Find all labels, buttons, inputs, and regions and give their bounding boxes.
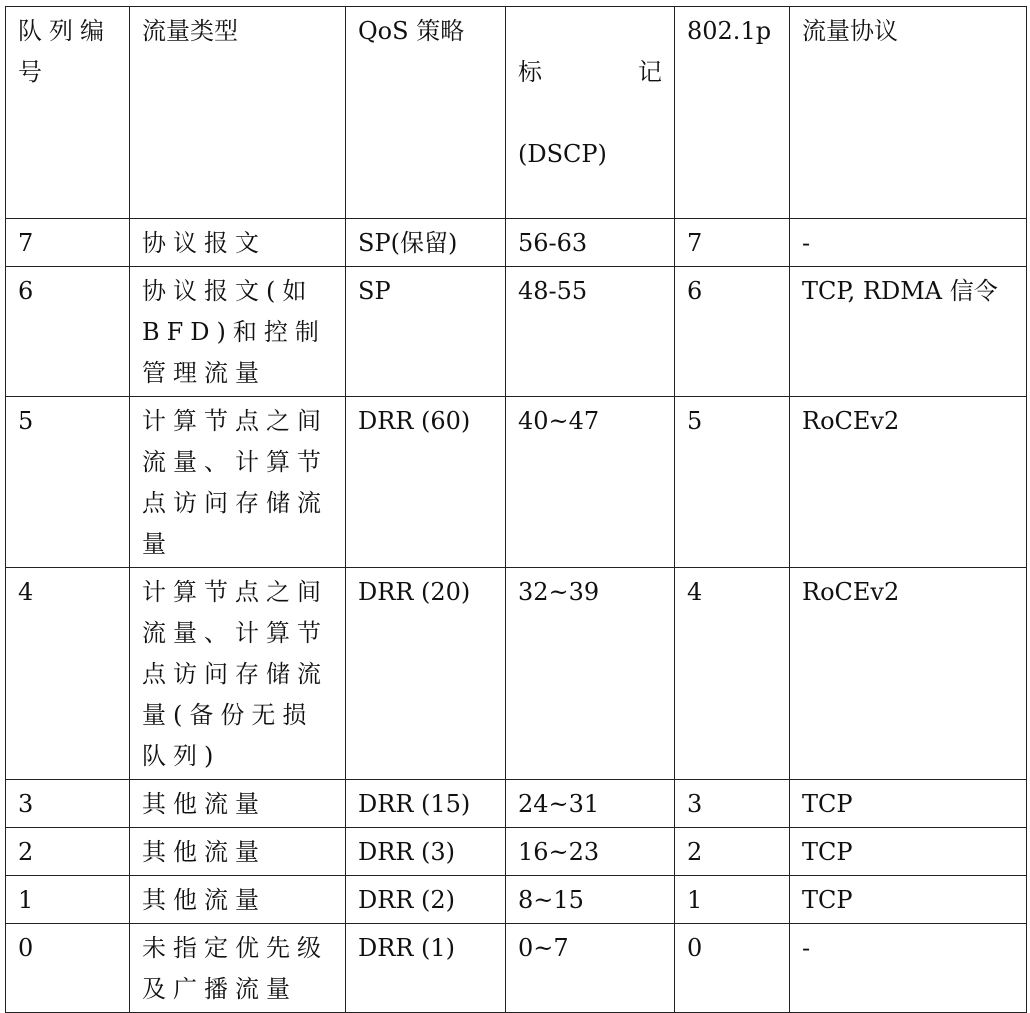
queue-id-cell: 3	[6, 780, 130, 828]
dot1p-cell: 5	[675, 397, 790, 568]
qos-policy-cell: SP(保留)	[346, 219, 506, 267]
protocol-cell: TCP	[790, 828, 1027, 876]
qos-policy-cell: DRR (15)	[346, 780, 506, 828]
header-marking-right: 记	[638, 58, 662, 86]
table-body	[6, 219, 1027, 1013]
dot1p-cell: 1	[675, 876, 790, 924]
header-marking-sub: (DSCP)	[518, 140, 607, 168]
qos-queue-table	[5, 6, 1027, 1013]
table-row	[6, 780, 1027, 828]
table-row	[6, 219, 1027, 267]
dot1p-cell: 4	[675, 568, 790, 780]
traffic-type-cell: 计算节点之间流量、计算节点访问存储流量	[130, 397, 346, 568]
table-row	[6, 828, 1027, 876]
queue-id-cell: 2	[6, 828, 130, 876]
qos-policy-cell: DRR (20)	[346, 568, 506, 780]
header-traffic-type: 流量类型	[130, 7, 346, 219]
dscp-cell: 16~23	[506, 828, 675, 876]
header-dot1p: 802.1p	[675, 7, 790, 219]
queue-id-cell: 7	[6, 219, 130, 267]
qos-policy-cell: DRR (1)	[346, 924, 506, 1013]
header-queue-id: 队列编号	[6, 7, 130, 219]
dscp-cell: 40~47	[506, 397, 675, 568]
queue-id-cell: 6	[6, 267, 130, 397]
dscp-cell: 8~15	[506, 876, 675, 924]
qos-policy-cell: SP	[346, 267, 506, 397]
table-row	[6, 267, 1027, 397]
header-marking-left: 标	[518, 58, 542, 86]
queue-id-cell: 5	[6, 397, 130, 568]
dot1p-cell: 0	[675, 924, 790, 1013]
queue-id-cell: 1	[6, 876, 130, 924]
dscp-cell: 56-63	[506, 219, 675, 267]
dscp-cell: 48-55	[506, 267, 675, 397]
header-row	[6, 7, 1027, 219]
header-marking	[506, 7, 675, 219]
traffic-type-cell: 计算节点之间流量、计算节点访问存储流量(备份无损队列)	[130, 568, 346, 780]
protocol-cell: TCP	[790, 780, 1027, 828]
traffic-type-cell: 其他流量	[130, 828, 346, 876]
queue-id-cell: 0	[6, 924, 130, 1013]
dscp-cell: 0~7	[506, 924, 675, 1013]
table-row	[6, 876, 1027, 924]
traffic-type-cell: 其他流量	[130, 876, 346, 924]
protocol-cell: -	[790, 924, 1027, 1013]
protocol-cell: TCP, RDMA 信令	[790, 267, 1027, 397]
dscp-cell: 24~31	[506, 780, 675, 828]
qos-policy-cell: DRR (2)	[346, 876, 506, 924]
dscp-cell: 32~39	[506, 568, 675, 780]
traffic-type-cell: 协议报文	[130, 219, 346, 267]
protocol-cell: RoCEv2	[790, 568, 1027, 780]
header-protocol: 流量协议	[790, 7, 1027, 219]
protocol-cell: TCP	[790, 876, 1027, 924]
table-row	[6, 397, 1027, 568]
dot1p-cell: 6	[675, 267, 790, 397]
table-row	[6, 568, 1027, 780]
protocol-cell: RoCEv2	[790, 397, 1027, 568]
traffic-type-cell: 未指定优先级及广播流量	[130, 924, 346, 1013]
qos-policy-cell: DRR (3)	[346, 828, 506, 876]
protocol-cell: -	[790, 219, 1027, 267]
dot1p-cell: 7	[675, 219, 790, 267]
qos-policy-cell: DRR (60)	[346, 397, 506, 568]
dot1p-cell: 3	[675, 780, 790, 828]
traffic-type-cell: 协议报文(如BFD)和控制管理流量	[130, 267, 346, 397]
queue-id-cell: 4	[6, 568, 130, 780]
traffic-type-cell: 其他流量	[130, 780, 346, 828]
table-row	[6, 924, 1027, 1013]
header-qos-policy: QoS 策略	[346, 7, 506, 219]
dot1p-cell: 2	[675, 828, 790, 876]
